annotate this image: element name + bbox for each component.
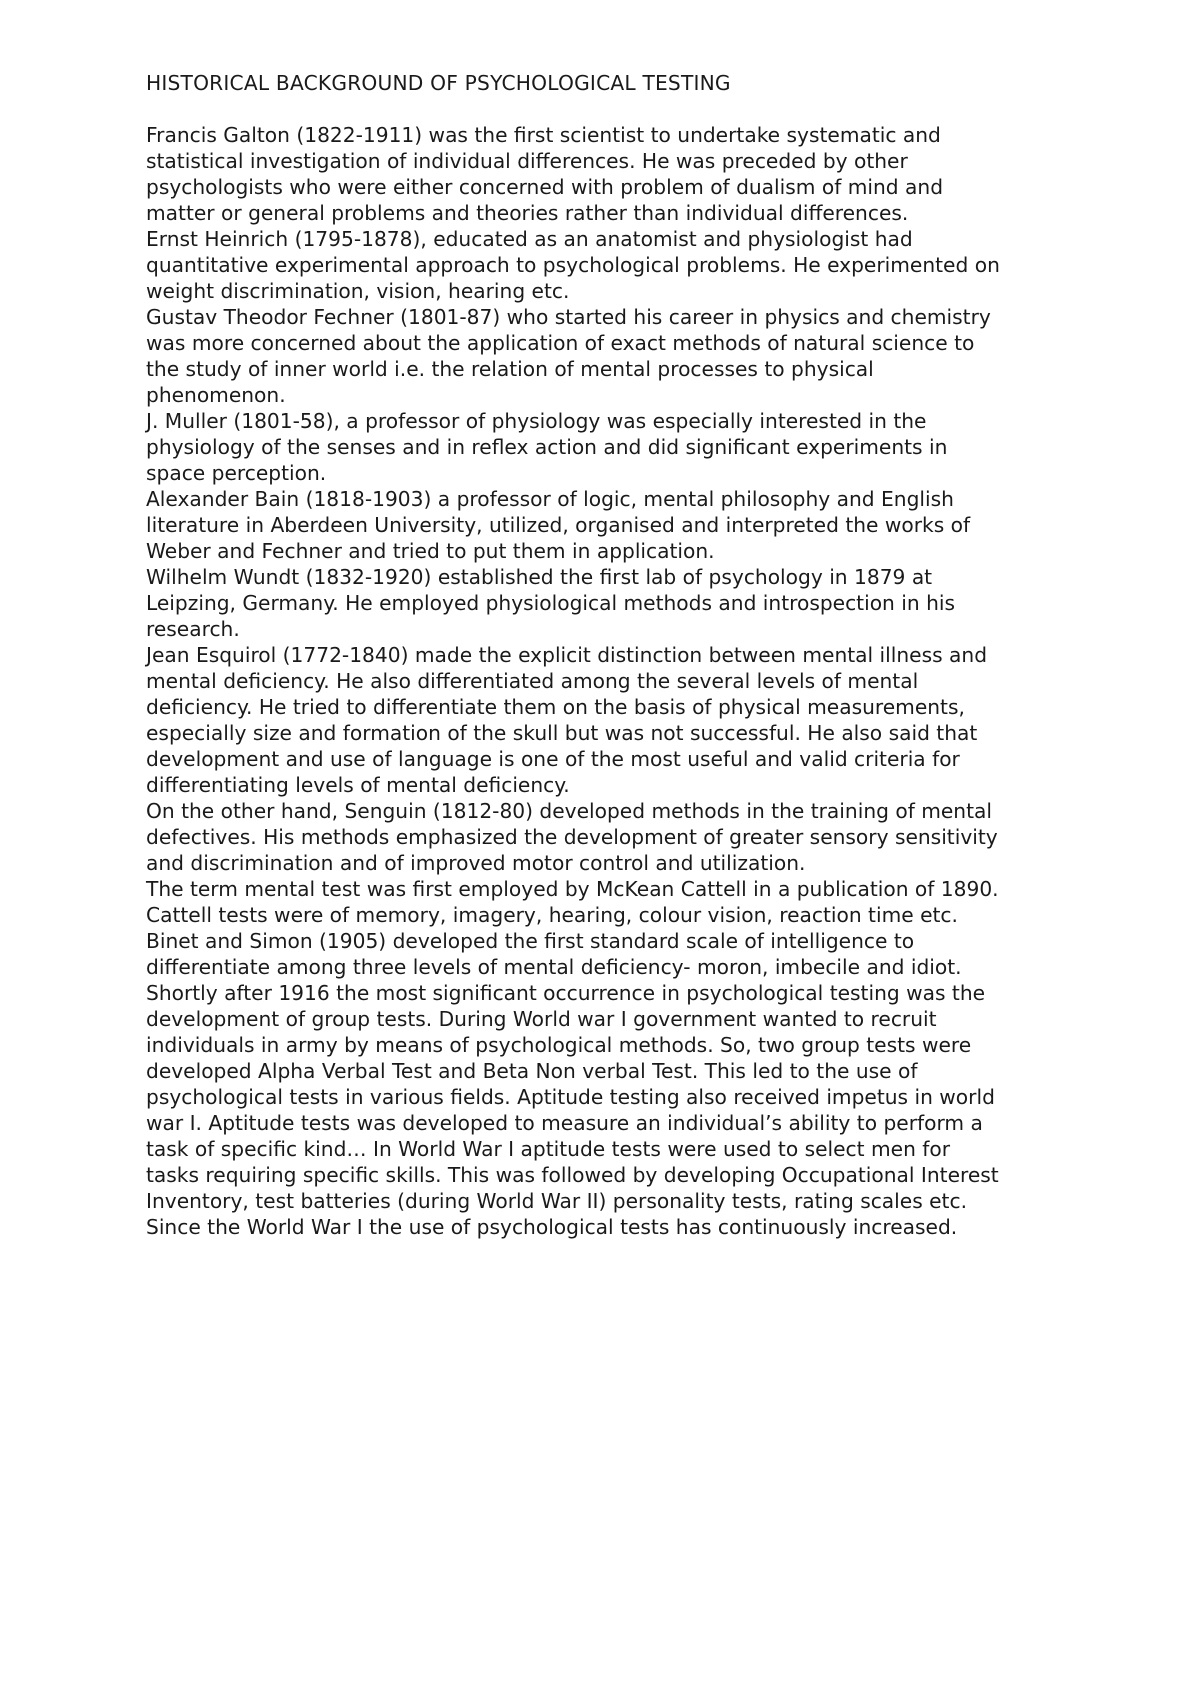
- text-line: weight discrimination, vision, hearing etc.: [146, 279, 570, 303]
- text-line: physiology of the senses and in reflex action and did significant experiments in: [146, 435, 948, 459]
- paragraph-esquirol: [146, 642, 1106, 798]
- text-line: The term mental test was first employed by McKean Cattell in a publication of 1890.: [146, 877, 999, 901]
- text-line: Wilhelm Wundt (1832-1920) established the first lab of psychology in 1879 at: [146, 565, 933, 589]
- text-line: Weber and Fechner and tried to put them in application.: [146, 539, 715, 563]
- paragraph-group-tests: [146, 980, 1106, 1240]
- paragraph-muller: [146, 408, 1106, 486]
- text-line: differentiating levels of mental deficiency.: [146, 773, 570, 797]
- text-line: was more concerned about the application of exact methods of natural science to: [146, 331, 975, 355]
- text-line: tasks requiring specific skills. This was followed by developing Occupational Interest: [146, 1163, 999, 1187]
- paragraph-cattell: [146, 876, 1106, 928]
- text-line: Alexander Bain (1818-1903) a professor of logic, mental philosophy and English: [146, 487, 954, 511]
- text-line: space perception.: [146, 461, 327, 485]
- text-line: defectives. His methods emphasized the development of greater sensory sensitivity: [146, 825, 998, 849]
- text-line: Gustav Theodor Fechner (1801-87) who started his career in physics and chemistry: [146, 305, 991, 329]
- paragraph-heinrich: [146, 226, 1106, 304]
- text-line: Inventory, test batteries (during World War II) personality tests, rating scales etc.: [146, 1189, 967, 1213]
- text-line: development of group tests. During World war I government wanted to recruit: [146, 1007, 937, 1031]
- paragraph-fechner: [146, 304, 1106, 408]
- text-line: Jean Esquirol (1772-1840) made the explicit distinction between mental illness and: [146, 643, 988, 667]
- text-line: statistical investigation of individual differences. He was preceded by other: [146, 149, 908, 173]
- text-line: task of specific kind… In World War I aptitude tests were used to select men for: [146, 1137, 951, 1161]
- text-line: Shortly after 1916 the most significant occurrence in psychological testing was the: [146, 981, 986, 1005]
- text-line: Cattell tests were of memory, imagery, hearing, colour vision, reaction time etc.: [146, 903, 958, 927]
- text-line: matter or general problems and theories rather than individual differences.: [146, 201, 909, 225]
- document-title: HISTORICAL BACKGROUND OF PSYCHOLOGICAL TESTING: [146, 71, 731, 95]
- paragraph-wundt: [146, 564, 1106, 642]
- text-line: On the other hand, Senguin (1812-80) developed methods in the training of mental: [146, 799, 992, 823]
- text-line: Ernst Heinrich (1795-1878), educated as an anatomist and physiologist had: [146, 227, 913, 251]
- text-line: Since the World War I the use of psychological tests has continuously increased.: [146, 1215, 958, 1239]
- text-line: psychologists who were either concerned with problem of dualism of mind and: [146, 175, 944, 199]
- document-body: [146, 70, 1106, 1240]
- paragraph-bain: [146, 486, 1106, 564]
- text-line: Binet and Simon (1905) developed the first standard scale of intelligence to: [146, 929, 915, 953]
- text-line: psychological tests in various fields. Aptitude testing also received impetus in world: [146, 1085, 995, 1109]
- text-line: and discrimination and of improved motor control and utilization.: [146, 851, 806, 875]
- text-line: research.: [146, 617, 240, 641]
- paragraph-galton: [146, 122, 1106, 226]
- text-line: phenomenon.: [146, 383, 286, 407]
- text-line: deficiency. He tried to differentiate them on the basis of physical measurements,: [146, 695, 965, 719]
- text-line: war I. Aptitude tests was developed to measure an individual’s ability to perform a: [146, 1111, 983, 1135]
- text-line: differentiate among three levels of mental deficiency- moron, imbecile and idiot.: [146, 955, 962, 979]
- text-line: especially size and formation of the skull but was not successful. He also said that: [146, 721, 978, 745]
- text-line: the study of inner world i.e. the relation of mental processes to physical: [146, 357, 874, 381]
- text-line: quantitative experimental approach to psychological problems. He experimented on: [146, 253, 1000, 277]
- text-line: Francis Galton (1822-1911) was the first scientist to undertake systematic and: [146, 123, 941, 147]
- text-line: literature in Aberdeen University, utilized, organised and interpreted the works of: [146, 513, 971, 537]
- text-line: mental deficiency. He also differentiated among the several levels of mental: [146, 669, 919, 693]
- text-line: J. Muller (1801-58), a professor of physiology was especially interested in the: [146, 409, 927, 433]
- paragraph-senguin: [146, 798, 1106, 876]
- paragraph-binet-simon: [146, 928, 1106, 980]
- text-line: development and use of language is one of the most useful and valid criteria for: [146, 747, 960, 771]
- text-line: developed Alpha Verbal Test and Beta Non verbal Test. This led to the use of: [146, 1059, 918, 1083]
- text-line: Leipzing, Germany. He employed physiological methods and introspection in his: [146, 591, 956, 615]
- text-line: individuals in army by means of psychological methods. So, two group tests were: [146, 1033, 972, 1057]
